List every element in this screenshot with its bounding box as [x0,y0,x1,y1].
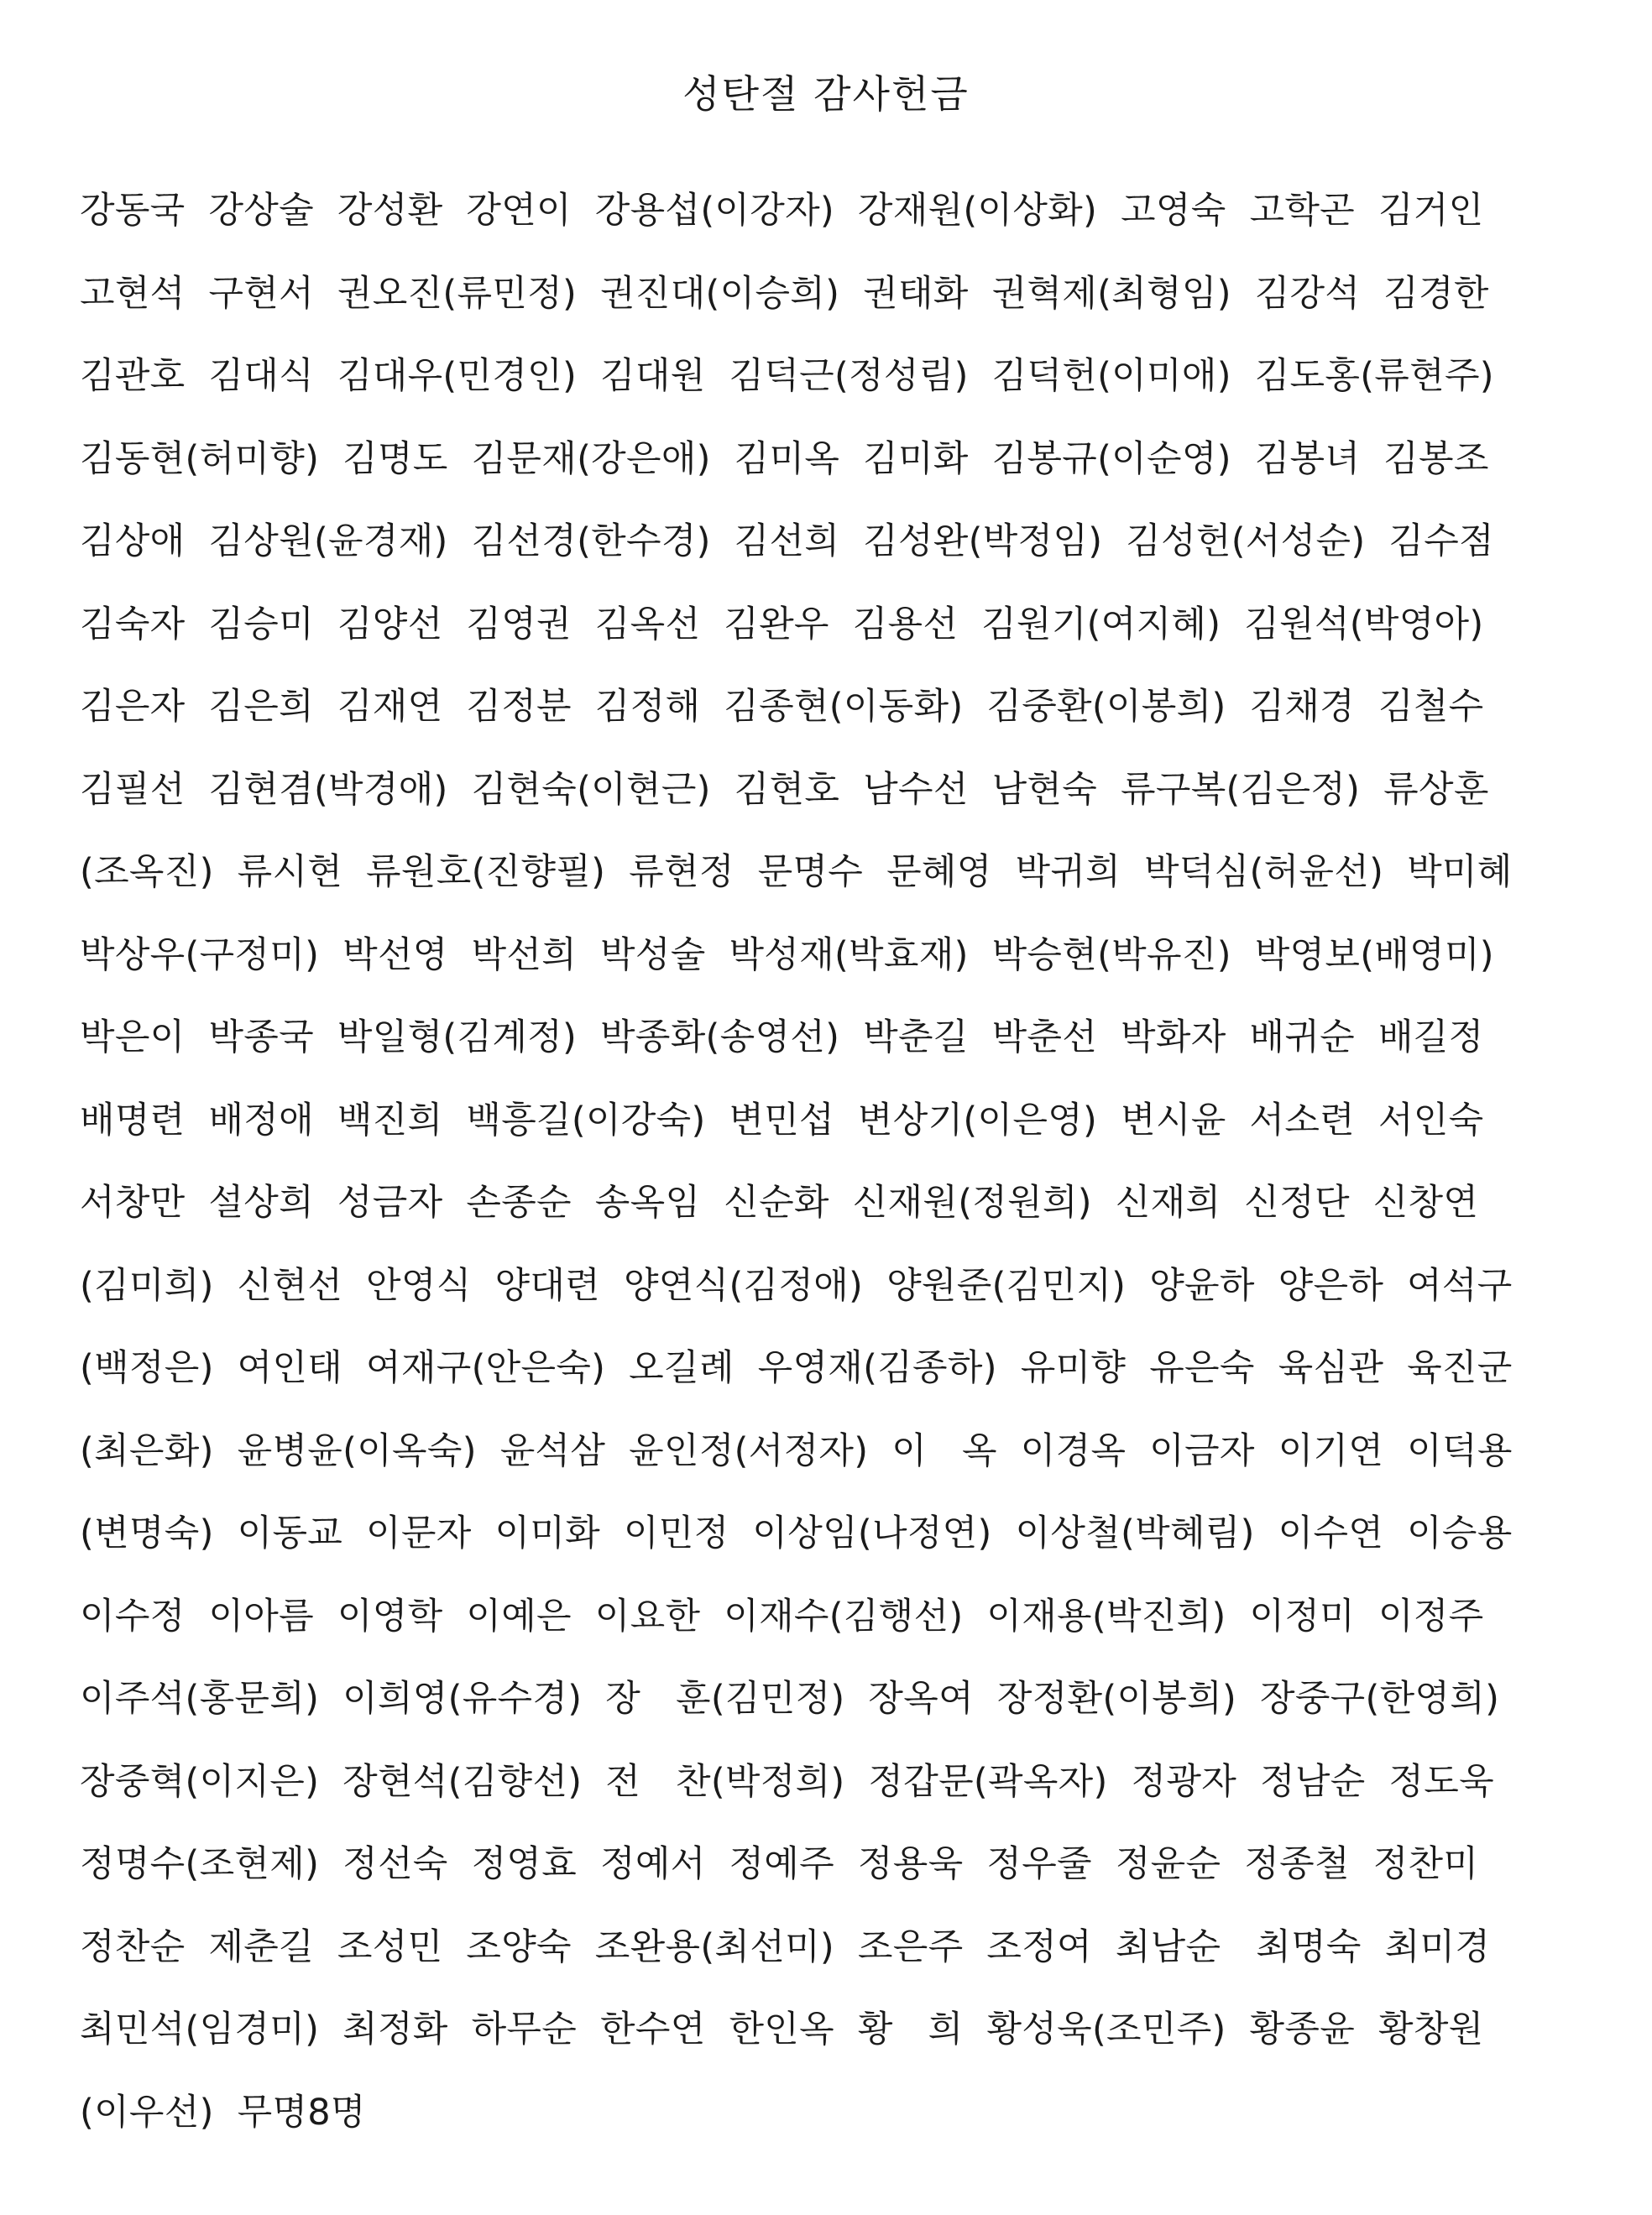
name-line: 강동국 강상술 강성환 강연이 강용섭(이강자) 강재원(이상화) 고영숙 고학곤 김거인 [80,190,1484,232]
name-line: 박상우(구정미) 박선영 박선희 박성술 박성재(박효재) 박승현(박유진) 박영보(배영미) [80,933,1494,976]
name-line: 김상애 김상원(윤경재) 김선경(한수경) 김선희 김성완(박정임) 김성헌(서성순) 김수점 [80,520,1494,562]
donor-name-list [80,185,1591,2169]
name-line: 김관호 김대식 김대우(민경인) 김대원 김덕근(정성림) 김덕헌(이미애) 김도홍(류현주) [80,355,1494,397]
name-line: 정명수(조현제) 정선숙 정영효 정예서 정예주 정용욱 정우줄 정윤순 정종철 정찬미 [80,1843,1479,1885]
name-line: (변명숙) 이동교 이문자 이미화 이민정 이상임(나정연) 이상철(박혜림) 이수연 이승용 [80,1512,1513,1554]
page-title: 성탄절 감사헌금 [682,71,970,117]
name-line: 고현석 구현서 권오진(류민정) 권진대(이승희) 권태화 권혁제(최형임) 김강석 김경한 [80,272,1489,315]
name-line: 배명련 배정애 백진희 백흥길(이강숙) 변민섭 변상기(이은영) 변시윤 서소련 서인숙 [80,1099,1484,1141]
name-line: 김숙자 김승미 김양선 김영권 김옥선 김완우 김용선 김원기(여지혜) 김원석(박영아) [80,603,1484,645]
name-line: (최은화) 윤병윤(이옥숙) 윤석삼 윤인정(서정자) 이 옥 이경옥 이금자 이기연 이덕용 [80,1429,1513,1472]
name-line: (이우선) 무명8명 [80,2091,366,2134]
name-line: 김동현(허미향) 김명도 김문재(강은애) 김미옥 김미화 김봉규(이순영) 김봉녀 김봉조 [80,437,1489,480]
name-line: 정찬순 제춘길 조성민 조양숙 조완용(최선미) 조은주 조정여 최남순 최명숙 최미경 [80,1925,1491,1968]
name-line: (백정은) 여인태 여재구(안은숙) 오길례 우영재(김종하) 유미향 유은숙 육심관 육진군 [80,1347,1513,1389]
name-line: (조옥진) 류시현 류원호(진향필) 류현정 문명수 문혜영 박귀희 박덕심(허윤선) 박미혜 [80,851,1513,893]
name-line: 김필선 김현겸(박경애) 김현숙(이현근) 김현호 남수선 남현숙 류구복(김은정) 류상훈 [80,768,1489,811]
name-line: 서창만 설상희 성금자 손종순 송옥임 신순화 신재원(정원희) 신재희 신정단 신창연 [80,1182,1479,1224]
name-line: 최민석(임경미) 최정화 하무순 한수연 한인옥 황 희 황성욱(조민주) 황종윤 황창원 [80,2009,1484,2050]
name-line: 박은이 박종국 박일형(김계정) 박종화(송영선) 박춘길 박춘선 박화자 배귀순 배길정 [80,1016,1484,1058]
name-line: 장중혁(이지은) 장현석(김향선) 전 찬(박정희) 정갑문(곽옥자) 정광자 정남순 정도욱 [80,1760,1494,1803]
name-line: (김미희) 신현선 안영식 양대련 양연식(김정애) 양원준(김민지) 양윤하 양은하 여석구 [80,1264,1513,1307]
name-line: 김은자 김은희 김재연 김정분 김정해 김종현(이동화) 김중환(이봉희) 김채경 김철수 [80,686,1484,728]
name-line: 이주석(홍문희) 이희영(유수경) 장 훈(김민정) 장옥여 장정환(이봉희) 장중구(한영희) [80,1678,1500,1720]
name-line: 이수정 이아름 이영학 이예은 이요한 이재수(김행선) 이재용(박진희) 이정미 이정주 [80,1595,1484,1638]
